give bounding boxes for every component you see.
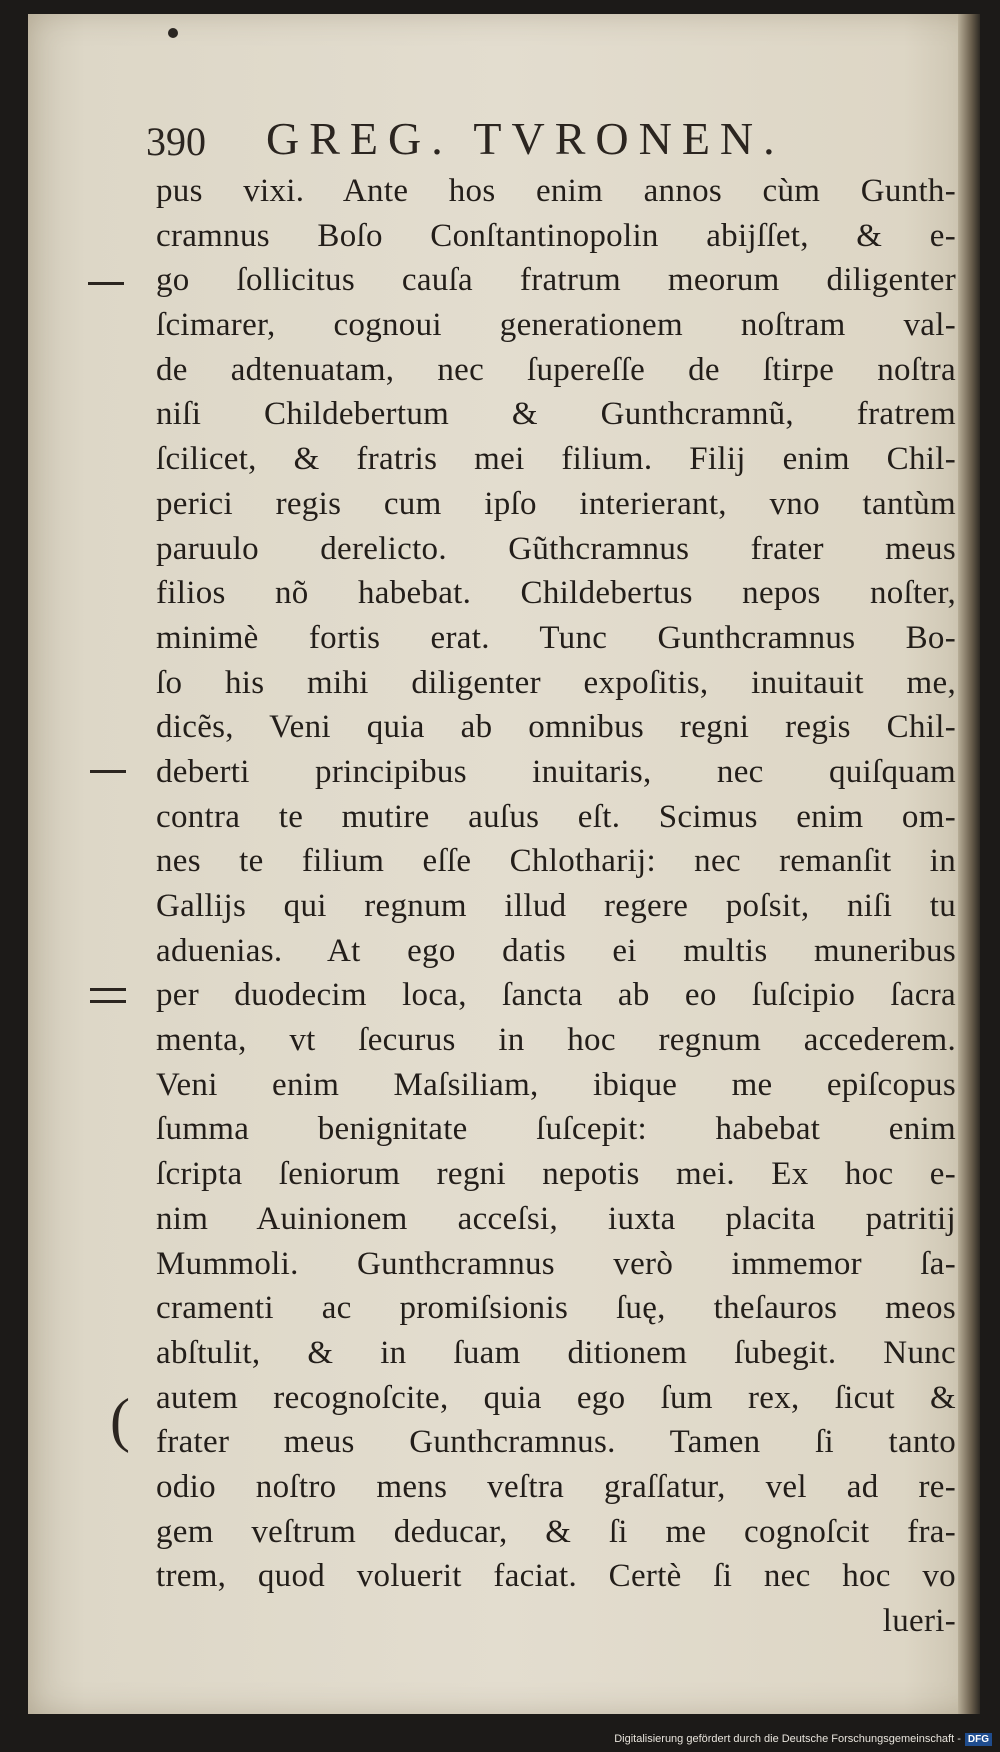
text-line: dicẽs, Veni quia ab omnibus regni regis Chil- [156,709,956,746]
text-line: ſcripta ſeniorum regni nepotis mei. Ex hoc e- [156,1156,956,1193]
text-line: de adtenuatam, nec ſupereſſe de ſtirpe noſtra [156,351,956,388]
text-line: ſcilicet, & fratris mei filium. Filij enim Chil- [156,441,956,478]
text-line: frater meus Gunthcramnus. Tamen ſi tanto [156,1424,956,1461]
page-number: 390 [146,119,206,164]
text-line: abſtulit, & in ſuam ditionem ſubegit. Nunc [156,1334,956,1371]
text-line: aduenias. At ego datis ei multis muneribus [156,932,956,969]
text-line: menta, vt ſecurus in hoc regnum accederem. [156,1022,956,1059]
dfg-logo: DFG [965,1733,992,1746]
book-page [28,14,980,1714]
text-line: cramenti ac promiſsionis ſuę, theſauros meos [156,1290,956,1327]
text-line: deberti principibus inuitaris, nec quiſquam [156,753,956,790]
text-line: ſcimarer, cognoui generationem noſtram val- [156,307,956,344]
text-line: go ſollicitus cauſa fratrum meorum diligenter [156,262,956,299]
text-line: minimè fortis erat. Tunc Gunthcramnus Bo- [156,619,956,656]
text-line: ſumma benignitate ſuſcepit: habebat enim [156,1111,956,1148]
page-edge-shadow [958,14,980,1714]
margin-dash-mark [88,282,124,285]
text-line: lueri- [882,1603,956,1639]
text-line: per duodecim loca, ſancta ab eo ſuſcipio ſacra [156,977,956,1014]
text-line: niſi Childebertum & Gunthcramnũ, fratrem [156,396,956,433]
ink-blot [168,28,178,38]
text-line: filios nõ habebat. Childebertus nepos noſter, [156,575,956,612]
running-title: GREG. TVRONEN. [266,113,785,164]
page-header [146,112,866,168]
body-text [156,169,956,1644]
text-line: trem, quod voluerit faciat. Certè ſi nec hoc vo [156,1558,956,1595]
text-line: Gallijs qui regnum illud regere poſsit, niſi tu [156,888,956,924]
text-line: odio noſtro mens veſtra graſſatur, vel ad re- [156,1468,956,1505]
credit-text: Digitalisierung gefördert durch die Deutsche Forschungsgemeinschaft - [614,1733,961,1745]
text-line: autem recognoſcite, quia ego ſum rex, ſicut & [156,1379,956,1416]
text-line: nes te filium eſſe Chlotharij: nec remanſit in [156,843,956,880]
margin-double-dash-mark [90,988,126,1003]
margin-dash-mark [90,770,126,773]
text-line: Veni enim Maſsiliam, ibique me epiſcopus [156,1066,956,1103]
digitization-credit [614,1733,992,1746]
text-line: Mummoli. Gunthcramnus verò immemor ſa- [156,1245,956,1282]
text-line: pus vixi. Ante hos enim annos cùm Gunth- [156,173,956,209]
text-line: contra te mutire auſus eſt. Scimus enim om- [156,798,956,835]
text-line: perici regis cum ipſo interierant, vno tantùm [156,485,956,522]
text-line: cramnus Boſo Conſtantinopolin abijſſet, & e- [156,217,956,254]
text-line: paruulo derelicto. Gũthcramnus frater meus [156,530,956,567]
margin-parenthesis-mark: ( [110,1387,130,1453]
text-line: gem veſtrum deducar, & ſi me cognoſcit fra- [156,1513,956,1550]
text-line: ſo his mihi diligenter expoſitis, inuitauit me, [156,664,956,701]
text-line: nim Auinionem acceſsi, iuxta placita patritij [156,1200,956,1237]
